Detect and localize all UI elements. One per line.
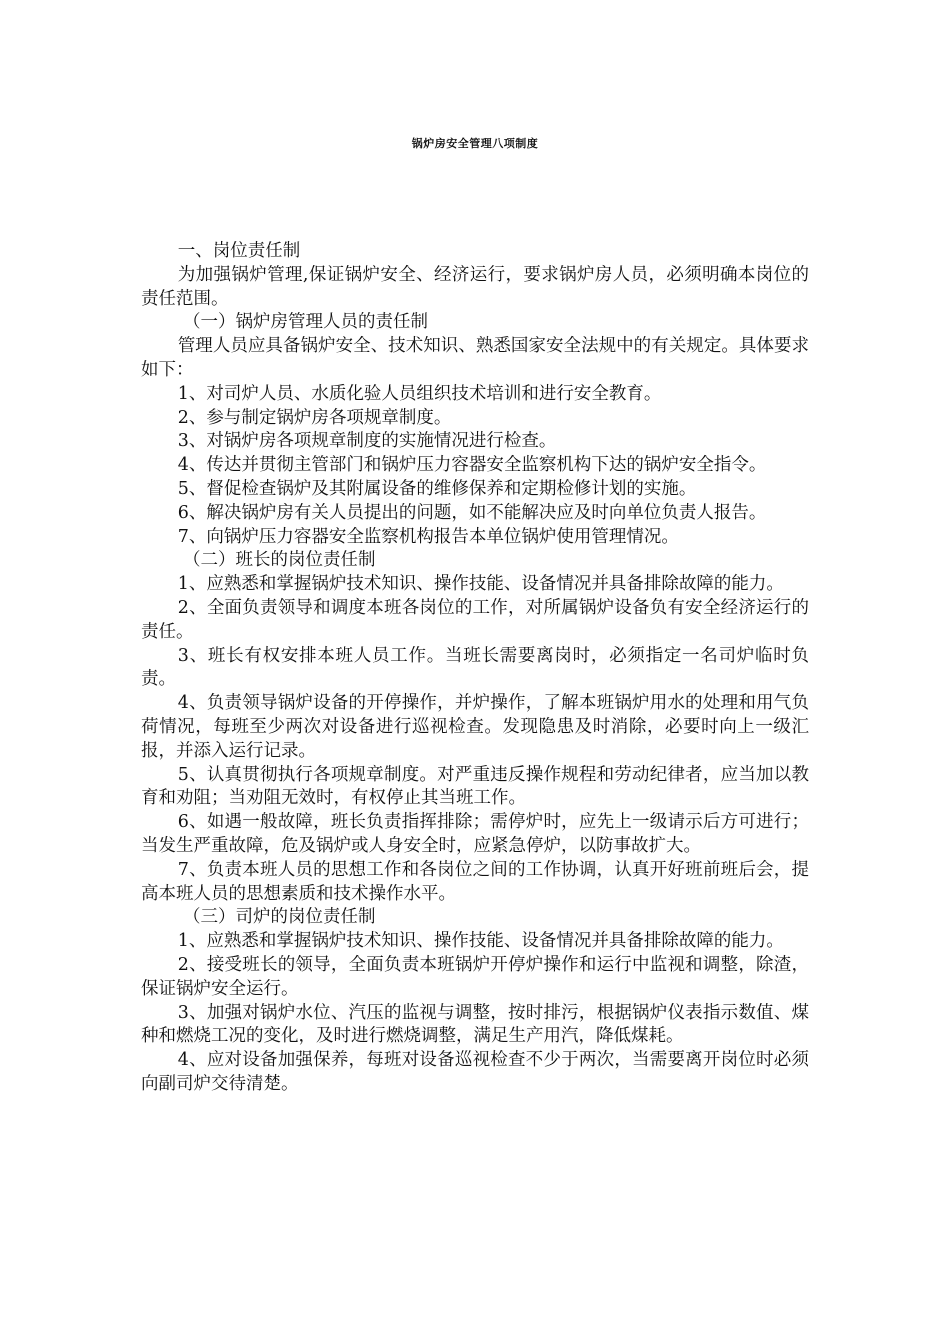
- subsection-heading: （二）班长的岗位责任制: [183, 550, 376, 571]
- document-title: 锅炉房安全管理八项制度: [411, 137, 539, 150]
- list-item: 5、认真贯彻执行各项规章制度。对严重违反操作规程和劳动纪律者，应当加以教育和劝阻；当劝阻无效时，有权停止其当班工作。: [141, 764, 809, 809]
- list-item: 7、向锅炉压力容器安全监察机构报告本单位锅炉使用管理情况。: [177, 526, 679, 547]
- section-heading: 一、岗位责任制: [177, 241, 301, 261]
- paragraph: 管理人员应具备锅炉安全、技术知识、熟悉国家安全法规中的有关规定。具体要求如下：: [141, 336, 809, 380]
- list-item: 4、应对设备加强保养，每班对设备巡视检查不少于两次，当需要离开岗位时必须向副司炉交待清楚。: [141, 1050, 809, 1094]
- list-item: 2、接受班长的领导，全面负责本班锅炉开停炉操作和运行中监视和调整，除渣，保证锅炉安全运行。: [141, 954, 809, 999]
- list-item: 2、参与制定锅炉房各项规章制度。: [177, 407, 452, 428]
- subsection-heading: （一）锅炉房管理人员的责任制: [183, 312, 428, 333]
- list-item: 4、负责领导锅炉设备的开停操作，并炉操作，了解本班锅炉用水的处理和用气负荷情况，每班至少两次对设备进行巡视检查。发现隐患及时消除，必要时向上一级汇报，并添入运行记录。: [141, 693, 809, 761]
- document-body: [141, 240, 809, 1097]
- list-item: 7、负责本班人员的思想工作和各岗位之间的工作协调，认真开好班前班后会，提高本班人员的思想素质和技术操作水平。: [141, 859, 809, 904]
- list-item: 2、全面负责领导和调度本班各岗位的工作，对所属锅炉设备负有安全经济运行的责任。: [141, 597, 809, 642]
- list-item: 1、应熟悉和掌握锅炉技术知识、操作技能、设备情况并具备排除故障的能力。: [177, 574, 784, 595]
- list-item: 1、应熟悉和掌握锅炉技术知识、操作技能、设备情况并具备排除故障的能力。: [177, 931, 784, 952]
- list-item: 1、对司炉人员、水质化验人员组织技术培训和进行安全教育。: [177, 383, 662, 404]
- list-item: 4、传达并贯彻主管部门和锅炉压力容器安全监察机构下达的锅炉安全指令。: [177, 455, 767, 476]
- paragraph: 为加强锅炉管理,保证锅炉安全、经济运行，要求锅炉房人员，必须明确本岗位的责任范围。: [141, 264, 809, 309]
- list-item: 6、如遇一般故障，班长负责指挥排除；需停炉时，应先上一级请示后方可进行；当发生严重故障，危及锅炉或人身安全时，应紧急停炉，以防事故扩大。: [141, 812, 809, 856]
- list-item: 3、对锅炉房各项规章制度的实施情况进行检查。: [177, 431, 557, 452]
- subsection-heading: （三）司炉的岗位责任制: [183, 907, 376, 928]
- list-item: 3、加强对锅炉水位、汽压的监视与调整，按时排污，根据锅炉仪表指示数值、煤种和燃烧工况的变化，及时进行燃烧调整，满足生产用汽，降低煤耗。: [141, 1002, 809, 1047]
- list-item: 5、督促检查锅炉及其附属设备的维修保养和定期检修计划的实施。: [177, 478, 697, 499]
- list-item: 3、班长有权安排本班人员工作。当班长需要离岗时，必须指定一名司炉临时负责。: [141, 645, 809, 690]
- list-item: 6、解决锅炉房有关人员提出的问题，如不能解决应及时向单位负责人报告。: [177, 502, 767, 523]
